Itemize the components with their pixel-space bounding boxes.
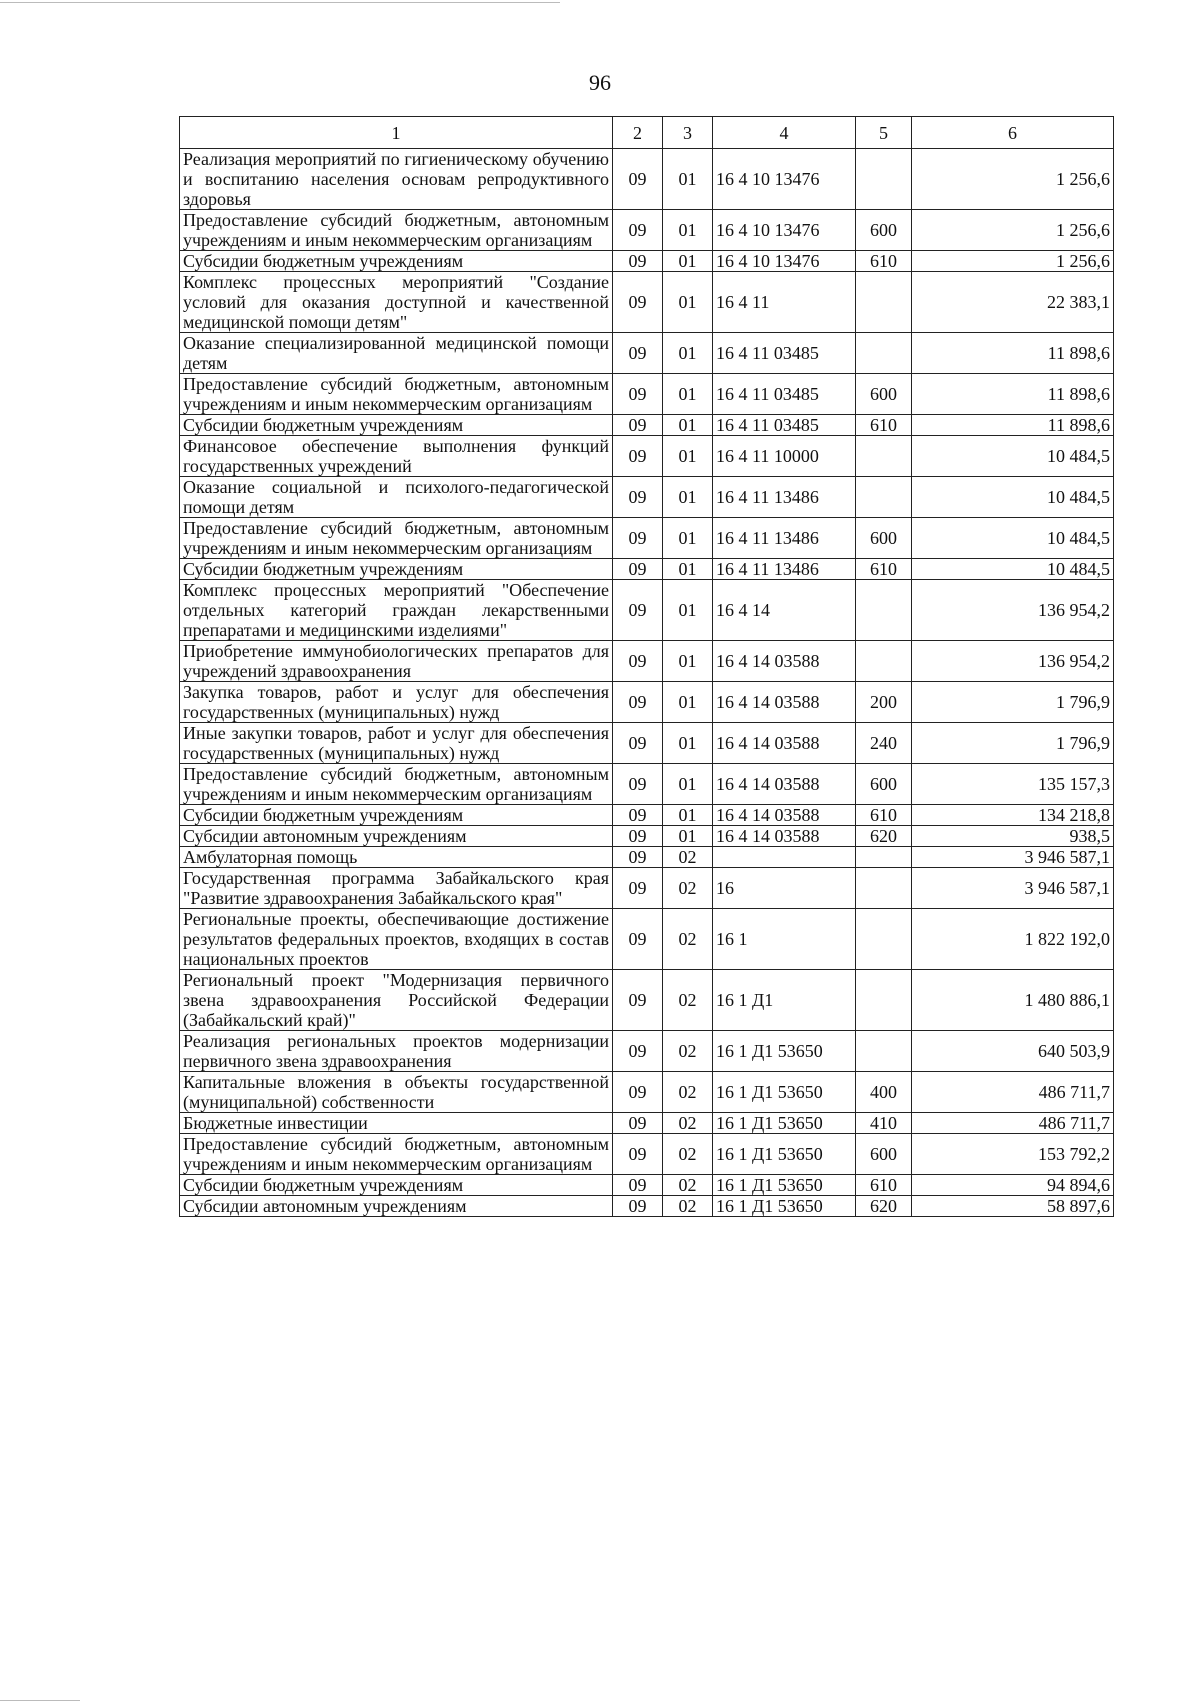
amount-cell: 3 946 587,1: [912, 868, 1114, 909]
amount-cell: 10 484,5: [912, 559, 1114, 580]
budget-table: [179, 116, 1114, 1217]
amount-cell: 1 480 886,1: [912, 970, 1114, 1031]
target-article-cell: 16 4 14 03588: [713, 682, 856, 723]
subsection-code-cell: 01: [663, 149, 713, 210]
section-code-cell: 09: [613, 826, 663, 847]
target-article-cell: 16 4 10 13476: [713, 149, 856, 210]
column-header: 6: [912, 117, 1114, 149]
expense-type-cell: 600: [856, 210, 912, 251]
subsection-code-cell: 01: [663, 333, 713, 374]
row-name-cell: Региональный проект "Модернизация первичного звена здравоохранения Российской Федерации (Забайкальский край)": [180, 970, 613, 1031]
target-article-cell: 16 4 10 13476: [713, 210, 856, 251]
subsection-code-cell: 02: [663, 1175, 713, 1196]
section-code-cell: 09: [613, 1031, 663, 1072]
amount-cell: 10 484,5: [912, 477, 1114, 518]
row-name-cell: Бюджетные инвестиции: [180, 1113, 613, 1134]
expense-type-cell: [856, 580, 912, 641]
amount-cell: 1 822 192,0: [912, 909, 1114, 970]
row-name-cell: Субсидии бюджетным учреждениям: [180, 415, 613, 436]
row-name-cell: Приобретение иммунобиологических препаратов для учреждений здравоохранения: [180, 641, 613, 682]
subsection-code-cell: 01: [663, 723, 713, 764]
amount-cell: 94 894,6: [912, 1175, 1114, 1196]
table-row: [180, 518, 1114, 559]
table-row: [180, 909, 1114, 970]
expense-type-cell: 600: [856, 1134, 912, 1175]
target-article-cell: 16 4 11 03485: [713, 333, 856, 374]
column-header: 1: [180, 117, 613, 149]
table-row: [180, 436, 1114, 477]
subsection-code-cell: 01: [663, 210, 713, 251]
expense-type-cell: 610: [856, 559, 912, 580]
section-code-cell: 09: [613, 415, 663, 436]
row-name-cell: Субсидии бюджетным учреждениям: [180, 251, 613, 272]
row-name-cell: Реализация региональных проектов модернизации первичного звена здравоохранения: [180, 1031, 613, 1072]
table-row: [180, 868, 1114, 909]
subsection-code-cell: 01: [663, 826, 713, 847]
target-article-cell: 16 1: [713, 909, 856, 970]
amount-cell: 1 256,6: [912, 149, 1114, 210]
table-row: [180, 723, 1114, 764]
table-row: [180, 559, 1114, 580]
amount-cell: 1 256,6: [912, 251, 1114, 272]
amount-cell: 11 898,6: [912, 374, 1114, 415]
amount-cell: 11 898,6: [912, 333, 1114, 374]
scan-edge-line: [0, 1700, 80, 1701]
subsection-code-cell: 02: [663, 1113, 713, 1134]
subsection-code-cell: 01: [663, 764, 713, 805]
section-code-cell: 09: [613, 723, 663, 764]
amount-cell: 486 711,7: [912, 1113, 1114, 1134]
section-code-cell: 09: [613, 1134, 663, 1175]
expense-type-cell: 600: [856, 764, 912, 805]
target-article-cell: 16: [713, 868, 856, 909]
target-article-cell: 16 4 14 03588: [713, 641, 856, 682]
row-name-cell: Субсидии бюджетным учреждениям: [180, 559, 613, 580]
table-row: [180, 415, 1114, 436]
row-name-cell: Предоставление субсидий бюджетным, автономным учреждениям и иным некоммерческим организациям: [180, 1134, 613, 1175]
expense-type-cell: 610: [856, 251, 912, 272]
table-row: [180, 477, 1114, 518]
amount-cell: 3 946 587,1: [912, 847, 1114, 868]
column-header: 3: [663, 117, 713, 149]
amount-cell: 22 383,1: [912, 272, 1114, 333]
section-code-cell: 09: [613, 436, 663, 477]
amount-cell: 58 897,6: [912, 1196, 1114, 1217]
subsection-code-cell: 02: [663, 868, 713, 909]
section-code-cell: 09: [613, 847, 663, 868]
table-row: [180, 272, 1114, 333]
section-code-cell: 09: [613, 764, 663, 805]
section-code-cell: 09: [613, 682, 663, 723]
amount-cell: 11 898,6: [912, 415, 1114, 436]
section-code-cell: 09: [613, 970, 663, 1031]
table-row: [180, 1134, 1114, 1175]
table-row: [180, 580, 1114, 641]
subsection-code-cell: 02: [663, 847, 713, 868]
subsection-code-cell: 02: [663, 1072, 713, 1113]
column-header: 4: [713, 117, 856, 149]
target-article-cell: 16 4 11 13486: [713, 518, 856, 559]
row-name-cell: Региональные проекты, обеспечивающие достижение результатов федеральных проектов, входящих в состав национальных проектов: [180, 909, 613, 970]
target-article-cell: 16 4 11 13486: [713, 559, 856, 580]
expense-type-cell: [856, 970, 912, 1031]
subsection-code-cell: 01: [663, 580, 713, 641]
table-row: [180, 1031, 1114, 1072]
section-code-cell: 09: [613, 251, 663, 272]
expense-type-cell: 410: [856, 1113, 912, 1134]
target-article-cell: 16 1 Д1 53650: [713, 1031, 856, 1072]
subsection-code-cell: 01: [663, 559, 713, 580]
target-article-cell: 16 4 11: [713, 272, 856, 333]
section-code-cell: 09: [613, 805, 663, 826]
target-article-cell: 16 4 14 03588: [713, 826, 856, 847]
table-row: [180, 251, 1114, 272]
row-name-cell: Комплекс процессных мероприятий "Создание условий для оказания доступной и качественной медицинской помощи детям": [180, 272, 613, 333]
subsection-code-cell: 02: [663, 909, 713, 970]
subsection-code-cell: 01: [663, 518, 713, 559]
amount-cell: 640 503,9: [912, 1031, 1114, 1072]
table-row: [180, 1175, 1114, 1196]
table-row: [180, 1072, 1114, 1113]
table-row: [180, 374, 1114, 415]
subsection-code-cell: 02: [663, 970, 713, 1031]
target-article-cell: 16 4 10 13476: [713, 251, 856, 272]
amount-cell: 10 484,5: [912, 436, 1114, 477]
expense-type-cell: [856, 272, 912, 333]
expense-type-cell: [856, 847, 912, 868]
expense-type-cell: 600: [856, 374, 912, 415]
table-row: [180, 826, 1114, 847]
expense-type-cell: [856, 909, 912, 970]
section-code-cell: 09: [613, 272, 663, 333]
amount-cell: 1 796,9: [912, 723, 1114, 764]
table-row: [180, 1113, 1114, 1134]
table-row: [180, 764, 1114, 805]
column-header: 5: [856, 117, 912, 149]
row-name-cell: Иные закупки товаров, работ и услуг для обеспечения государственных (муниципальных) нужд: [180, 723, 613, 764]
subsection-code-cell: 01: [663, 682, 713, 723]
section-code-cell: 09: [613, 580, 663, 641]
subsection-code-cell: 01: [663, 415, 713, 436]
row-name-cell: Амбулаторная помощь: [180, 847, 613, 868]
table-row: [180, 333, 1114, 374]
amount-cell: 136 954,2: [912, 580, 1114, 641]
subsection-code-cell: 01: [663, 251, 713, 272]
amount-cell: 1 796,9: [912, 682, 1114, 723]
target-article-cell: 16 4 14: [713, 580, 856, 641]
section-code-cell: 09: [613, 868, 663, 909]
table-header-row: [180, 117, 1114, 149]
table-row: [180, 641, 1114, 682]
target-article-cell: 16 4 11 10000: [713, 436, 856, 477]
row-name-cell: Субсидии автономным учреждениям: [180, 826, 613, 847]
row-name-cell: Государственная программа Забайкальского края "Развитие здравоохранения Забайкальского края": [180, 868, 613, 909]
section-code-cell: 09: [613, 210, 663, 251]
table-row: [180, 805, 1114, 826]
amount-cell: 135 157,3: [912, 764, 1114, 805]
target-article-cell: [713, 847, 856, 868]
expense-type-cell: [856, 477, 912, 518]
expense-type-cell: [856, 641, 912, 682]
amount-cell: 938,5: [912, 826, 1114, 847]
section-code-cell: 09: [613, 149, 663, 210]
target-article-cell: 16 1 Д1 53650: [713, 1175, 856, 1196]
expense-type-cell: 620: [856, 1196, 912, 1217]
expense-type-cell: [856, 333, 912, 374]
target-article-cell: 16 4 11 03485: [713, 415, 856, 436]
expense-type-cell: 400: [856, 1072, 912, 1113]
table-row: [180, 847, 1114, 868]
section-code-cell: 09: [613, 477, 663, 518]
section-code-cell: 09: [613, 374, 663, 415]
table-row: [180, 210, 1114, 251]
section-code-cell: 09: [613, 1113, 663, 1134]
row-name-cell: Предоставление субсидий бюджетным, автономным учреждениям и иным некоммерческим организациям: [180, 518, 613, 559]
target-article-cell: 16 1 Д1 53650: [713, 1113, 856, 1134]
target-article-cell: 16 1 Д1: [713, 970, 856, 1031]
expense-type-cell: 610: [856, 1175, 912, 1196]
row-name-cell: Субсидии бюджетным учреждениям: [180, 1175, 613, 1196]
expense-type-cell: [856, 1031, 912, 1072]
target-article-cell: 16 4 14 03588: [713, 764, 856, 805]
table-row: [180, 149, 1114, 210]
section-code-cell: 09: [613, 1196, 663, 1217]
subsection-code-cell: 02: [663, 1196, 713, 1217]
expense-type-cell: 240: [856, 723, 912, 764]
section-code-cell: 09: [613, 333, 663, 374]
row-name-cell: Закупка товаров, работ и услуг для обеспечения государственных (муниципальных) нужд: [180, 682, 613, 723]
scan-edge-line: [0, 2, 560, 3]
subsection-code-cell: 01: [663, 477, 713, 518]
amount-cell: 136 954,2: [912, 641, 1114, 682]
expense-type-cell: 620: [856, 826, 912, 847]
amount-cell: 10 484,5: [912, 518, 1114, 559]
table-row: [180, 970, 1114, 1031]
section-code-cell: 09: [613, 909, 663, 970]
row-name-cell: Капитальные вложения в объекты государственной (муниципальной) собственности: [180, 1072, 613, 1113]
expense-type-cell: 200: [856, 682, 912, 723]
target-article-cell: 16 4 11 13486: [713, 477, 856, 518]
expense-type-cell: 610: [856, 415, 912, 436]
section-code-cell: 09: [613, 1175, 663, 1196]
expense-type-cell: [856, 436, 912, 477]
amount-cell: 134 218,8: [912, 805, 1114, 826]
expense-type-cell: 600: [856, 518, 912, 559]
amount-cell: 1 256,6: [912, 210, 1114, 251]
subsection-code-cell: 01: [663, 805, 713, 826]
target-article-cell: 16 1 Д1 53650: [713, 1196, 856, 1217]
row-name-cell: Предоставление субсидий бюджетным, автономным учреждениям и иным некоммерческим организациям: [180, 374, 613, 415]
expense-type-cell: [856, 149, 912, 210]
subsection-code-cell: 01: [663, 641, 713, 682]
row-name-cell: Предоставление субсидий бюджетным, автономным учреждениям и иным некоммерческим организациям: [180, 764, 613, 805]
target-article-cell: 16 1 Д1 53650: [713, 1134, 856, 1175]
table-body: [180, 149, 1114, 1217]
subsection-code-cell: 01: [663, 374, 713, 415]
target-article-cell: 16 1 Д1 53650: [713, 1072, 856, 1113]
target-article-cell: 16 4 14 03588: [713, 723, 856, 764]
expense-type-cell: [856, 868, 912, 909]
row-name-cell: Комплекс процессных мероприятий "Обеспечение отдельных категорий граждан лекарственными препаратами и медицинскими изделиями": [180, 580, 613, 641]
row-name-cell: Реализация мероприятий по гигиеническому обучению и воспитанию населения основам репродуктивного здоровья: [180, 149, 613, 210]
section-code-cell: 09: [613, 641, 663, 682]
row-name-cell: Оказание социальной и психолого-педагогической помощи детям: [180, 477, 613, 518]
row-name-cell: Финансовое обеспечение выполнения функций государственных учреждений: [180, 436, 613, 477]
table-row: [180, 682, 1114, 723]
target-article-cell: 16 4 14 03588: [713, 805, 856, 826]
subsection-code-cell: 01: [663, 272, 713, 333]
amount-cell: 153 792,2: [912, 1134, 1114, 1175]
amount-cell: 486 711,7: [912, 1072, 1114, 1113]
subsection-code-cell: 02: [663, 1134, 713, 1175]
section-code-cell: 09: [613, 559, 663, 580]
subsection-code-cell: 01: [663, 436, 713, 477]
row-name-cell: Предоставление субсидий бюджетным, автономным учреждениям и иным некоммерческим организациям: [180, 210, 613, 251]
row-name-cell: Субсидии бюджетным учреждениям: [180, 805, 613, 826]
subsection-code-cell: 02: [663, 1031, 713, 1072]
row-name-cell: Субсидии автономным учреждениям: [180, 1196, 613, 1217]
expense-type-cell: 610: [856, 805, 912, 826]
section-code-cell: 09: [613, 1072, 663, 1113]
column-header: 2: [613, 117, 663, 149]
page-number: 96: [589, 70, 611, 95]
table-row: [180, 1196, 1114, 1217]
row-name-cell: Оказание специализированной медицинской помощи детям: [180, 333, 613, 374]
section-code-cell: 09: [613, 518, 663, 559]
target-article-cell: 16 4 11 03485: [713, 374, 856, 415]
